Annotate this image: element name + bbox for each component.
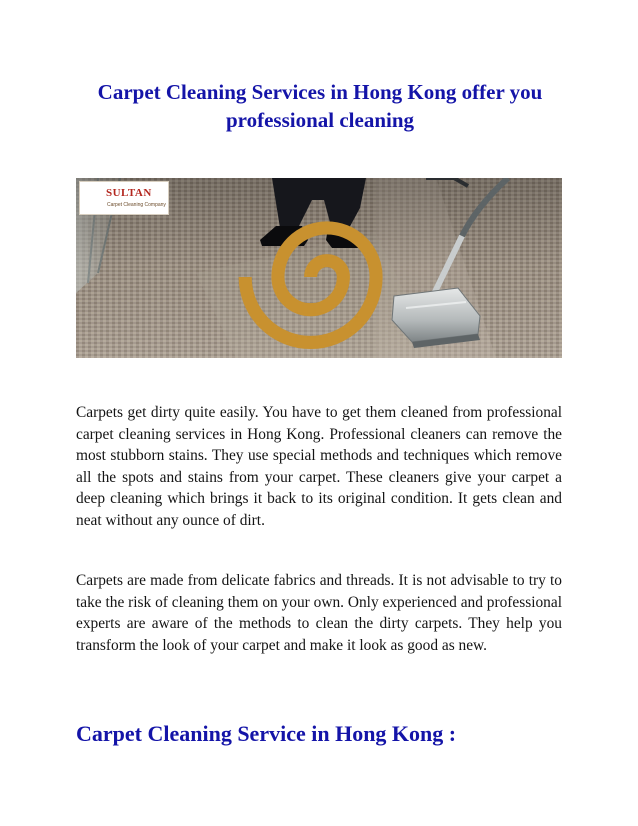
section-heading: Carpet Cleaning Service in Hong Kong : <box>76 721 457 746</box>
paragraph-fabrics: Carpets are made from delicate fabrics and threads. It is not advisable to try to take the risk of cleaning them on your own. Only experienced and professional experts are aware of the methods to clean the dirty carpets. They help you transform the look of your carpet and make it look as good as new. <box>76 572 562 654</box>
page-title: Carpet Cleaning Services in Hong Kong offer you professional cleaning <box>97 80 543 132</box>
hero-image-carpet-cleaning <box>76 178 562 358</box>
logo-name: SULTAN <box>106 187 152 199</box>
paragraph-intro: Carpets get dirty quite easily. You have to get them cleaned from professional carpet cleaning services in Hong Kong. Professional cleaners can remove the most stubborn stains. They use special methods and techniques which remove all the spots and stains from your carpet. These cleaners give your carpet a deep cleaning which brings it back to its original condition. It gets clean and neat without any ounce of dirt. <box>76 404 562 529</box>
logo-swirl-icon <box>84 187 562 358</box>
logo-tagline: Carpet Cleaning Company <box>107 202 166 208</box>
company-logo <box>79 181 169 215</box>
